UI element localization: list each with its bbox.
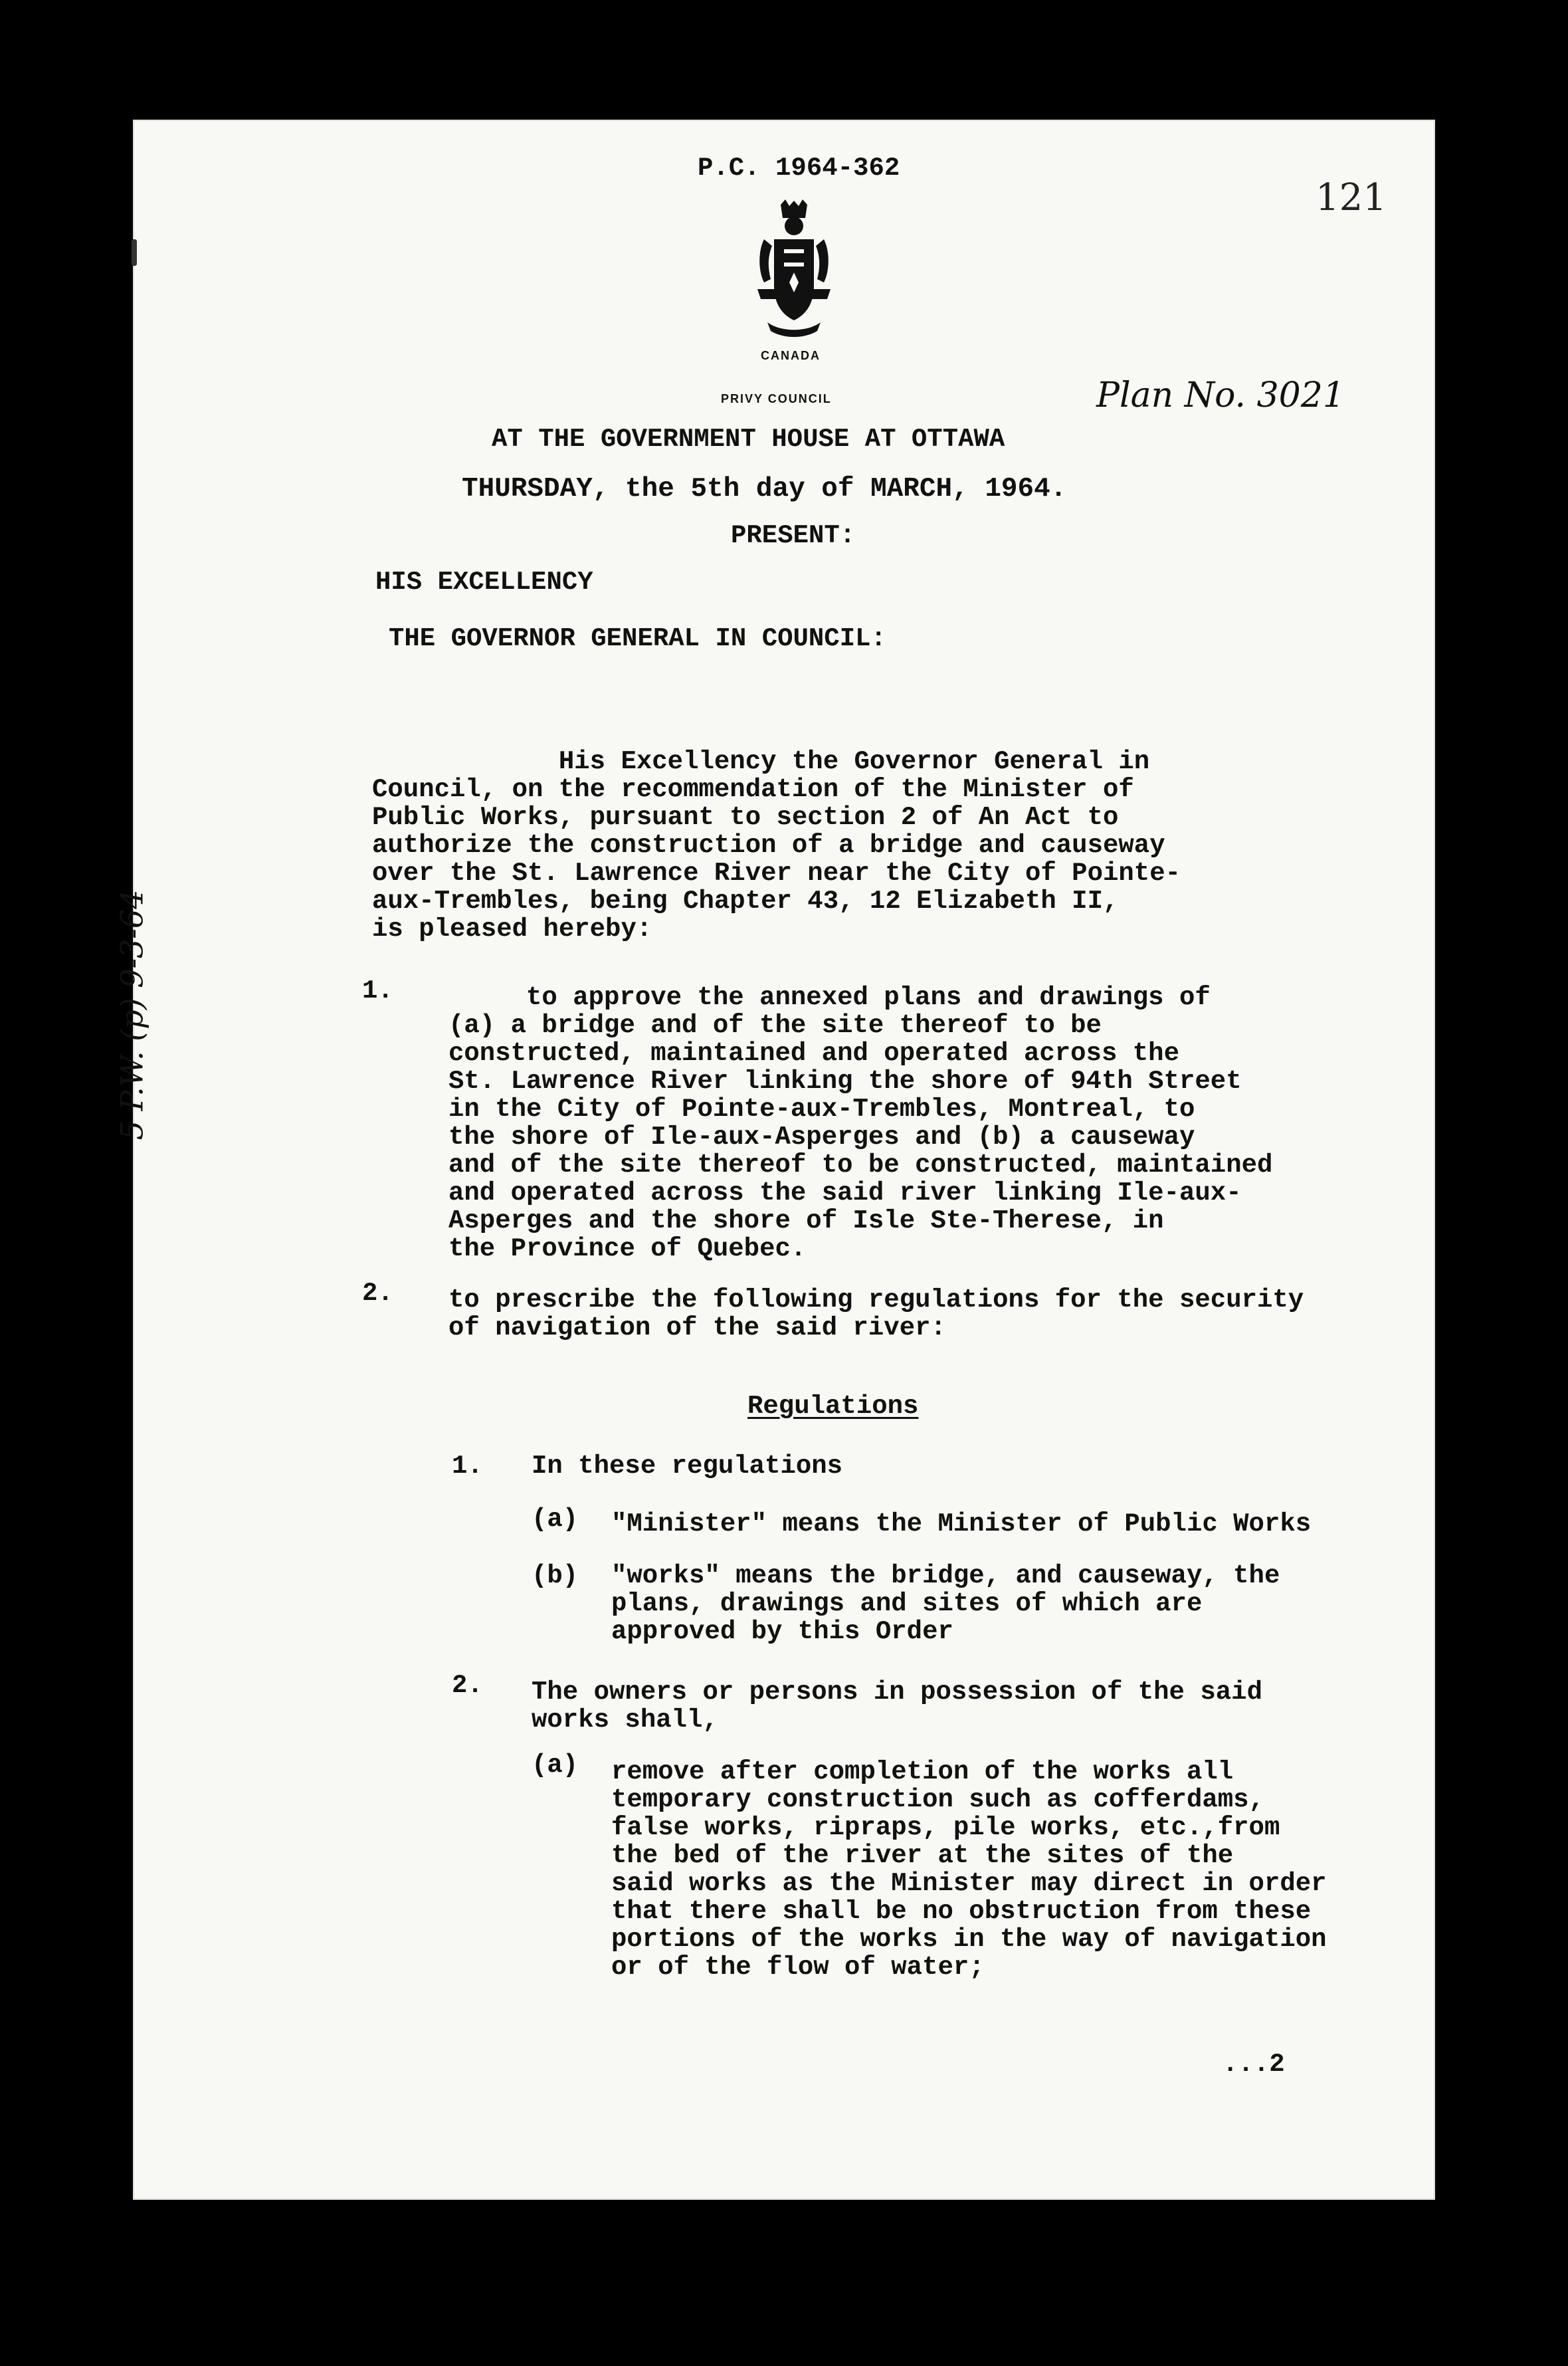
regulation-2a-text: remove after completion of the works all temporary construction such as cofferdams, false works, ripraps, pile works, etc.,from the bed of the river at the sites of the said works as the Minister may direct in order that there shall be no obstruction from these portions of the works in the way of navigation or of the flow of water; <box>611 1757 1327 1982</box>
intro-paragraph: His Excellency the Governor General in Council, on the recommendation of the Minister of Public Works, pursuant to section 2 of An Act to authorize the construction of a bridge and causeway over the St. Lawrence River near the City of Pointe- aux-Trembles, being Chapter 43, 12 Elizabeth II, is pleased hereby: <box>372 747 1181 944</box>
document-sheet <box>114 120 1435 2200</box>
coat-of-arms-icon <box>744 199 844 339</box>
regulation-1a-label: (a) <box>532 1505 579 1534</box>
regulation-1b-text: "works" means the bridge, and causeway, the plans, drawings and sites of which are approved by this Order <box>611 1561 1280 1646</box>
pc-number: P.C. 1964-362 <box>698 154 900 183</box>
regulations-heading: Regulations <box>747 1392 919 1421</box>
excellency-label: HIS EXCELLENCY <box>375 568 593 597</box>
binding-mark <box>132 239 137 266</box>
regulation-1a-text: "Minister" means the Minister of Public Works <box>611 1509 1312 1539</box>
governor-general-label: THE GOVERNOR GENERAL IN COUNCIL: <box>389 624 886 653</box>
page-number: 121 <box>1316 176 1387 219</box>
regulation-1-text: In these regulations <box>532 1452 843 1481</box>
item-1-number: 1. <box>362 976 393 1006</box>
regulation-2a-label: (a) <box>532 1751 579 1780</box>
council-label: PRIVY COUNCIL <box>721 392 832 405</box>
item-2-text: to prescribe the following regulations for the security of navigation of the said river: <box>448 1285 1304 1343</box>
continuation-marker: ...2 <box>1223 2050 1285 2079</box>
location-heading: AT THE GOVERNMENT HOUSE AT OTTAWA <box>492 425 1005 454</box>
regulation-2-number: 2. <box>452 1671 483 1700</box>
regulation-2-text: The owners or persons in possession of the said works shall, <box>532 1677 1262 1735</box>
regulation-1b-label: (b) <box>532 1561 579 1590</box>
handwritten-margin-note: 5 P.W. (p) 9-3-64 <box>114 889 150 1140</box>
country-label: CANADA <box>761 349 821 362</box>
item-1-text: to approve the annexed plans and drawings of (a) a bridge and of the site thereof to be constructed, maintained and operated across the St. Lawrence River linking the shore of 94th Street in the City of Pointe-aux-Trembles, Montreal, to the shore of Ile-aux-Asperges and (b) a causeway and of the site thereof to be constructed, maintained and operated across the said river linking Ile-aux- Asperges and the shore of Isle Ste-Therese, in the Province of Quebec. <box>448 983 1273 1263</box>
regulation-1-number: 1. <box>452 1452 483 1481</box>
present-label: PRESENT: <box>731 521 856 550</box>
item-2-number: 2. <box>362 1279 393 1308</box>
meeting-date: THURSDAY, the 5th day of MARCH, 1964. <box>462 474 1067 504</box>
handwritten-plan-note: Plan No. 3021 <box>1096 376 1345 415</box>
